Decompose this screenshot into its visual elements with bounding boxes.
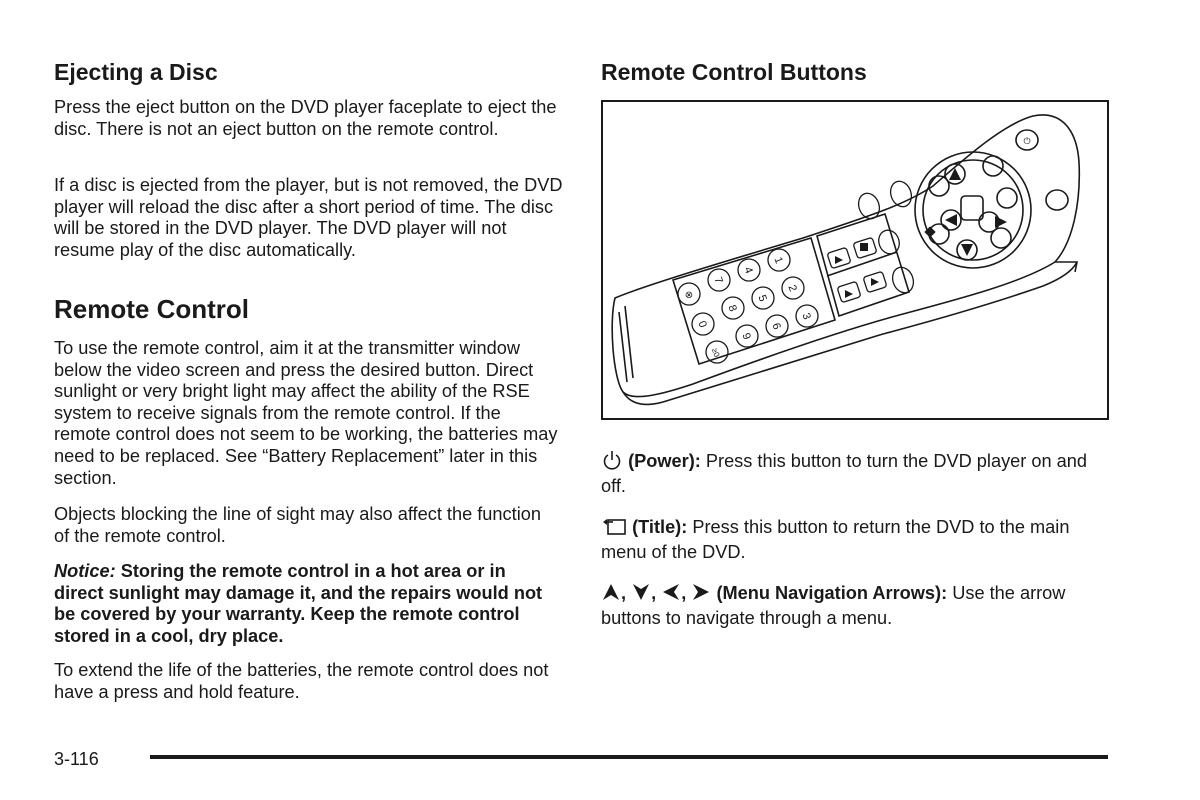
power-text: Press this button to turn the DVD player on and off. [601, 451, 1088, 496]
key-6: 6 [769, 321, 783, 332]
power-label: (Power): [628, 451, 701, 471]
key-enter: ≥0 [709, 346, 722, 359]
title-text: Press this button to return the DVD to the main menu of the DVD. [601, 517, 1070, 562]
eject-paragraph-2: If a disc is ejected from the player, but is not removed, the DVD player will reload the disc after a short period of time. The disc will be stored in the DVD player. The DVD player will not resume play of the disc automatically. [54, 175, 563, 260]
eject-heading: Ejecting a Disc [54, 59, 218, 85]
key-3: 3 [799, 311, 813, 322]
arrows-text: Use the arrow buttons to navigate through a menu. [601, 583, 1066, 628]
notice-paragraph [54, 561, 559, 647]
arrows-label: (Menu Navigation Arrows): [716, 583, 948, 603]
remote-paragraph-1: To use the remote control, aim it at the transmitter window below the video screen and press the desired button. Direct sunlight or very bright light may affect the ability of the RSE system to receive signals from the remote control. If the remote control does not seem to be working, the batteries may need to be replaced. See “Battery Replacement” later in this section. [54, 338, 558, 488]
remote-paragraph-3: To extend the life of the batteries, the remote control does not have a press and hold feature. [54, 660, 549, 702]
title-icon [601, 516, 627, 542]
up-arrow-icon [601, 582, 621, 608]
remote-buttons-heading: Remote Control Buttons [601, 59, 867, 85]
down-arrow-icon [631, 582, 651, 608]
footer-rule [150, 755, 1108, 759]
key-1: 1 [771, 255, 785, 266]
title-description [601, 516, 1101, 563]
key-7: 7 [711, 275, 725, 286]
eject-paragraph-1: Press the eject button on the DVD player faceplate to eject the disc. There is not an eject button on the remote control. [54, 97, 557, 139]
left-arrow-icon [661, 582, 681, 608]
key-8: 8 [725, 303, 739, 314]
remote-paragraph-2: Objects blocking the line of sight may also affect the function of the remote control. [54, 504, 541, 546]
page-number: 3-116 [54, 749, 99, 769]
remote-power-icon: ⏻ [1023, 136, 1031, 146]
power-icon [601, 450, 623, 476]
arrow-comma-1: , [621, 583, 627, 603]
mute-key-icon: ⊗ [684, 290, 694, 301]
key-2: 2 [785, 283, 799, 294]
key-9: 9 [739, 331, 753, 342]
right-arrow-icon [691, 582, 711, 608]
arrows-description [601, 582, 1101, 629]
power-description [601, 450, 1101, 497]
notice-label: Notice: [54, 561, 116, 581]
remote-control-heading: Remote Control [54, 294, 249, 324]
key-5: 5 [755, 293, 769, 304]
notice-text: Storing the remote control in a hot area or in direct sunlight may damage it, and the repairs would not be covered by your warranty. Keep the remote control stored in a cool, dry place. [54, 561, 543, 646]
key-0: 0 [695, 319, 709, 330]
title-label: (Title): [632, 517, 688, 537]
arrow-comma-2: , [651, 583, 657, 603]
arrow-comma-3: , [681, 583, 687, 603]
remote-control-illustration [601, 100, 1109, 420]
key-4: 4 [741, 265, 755, 276]
